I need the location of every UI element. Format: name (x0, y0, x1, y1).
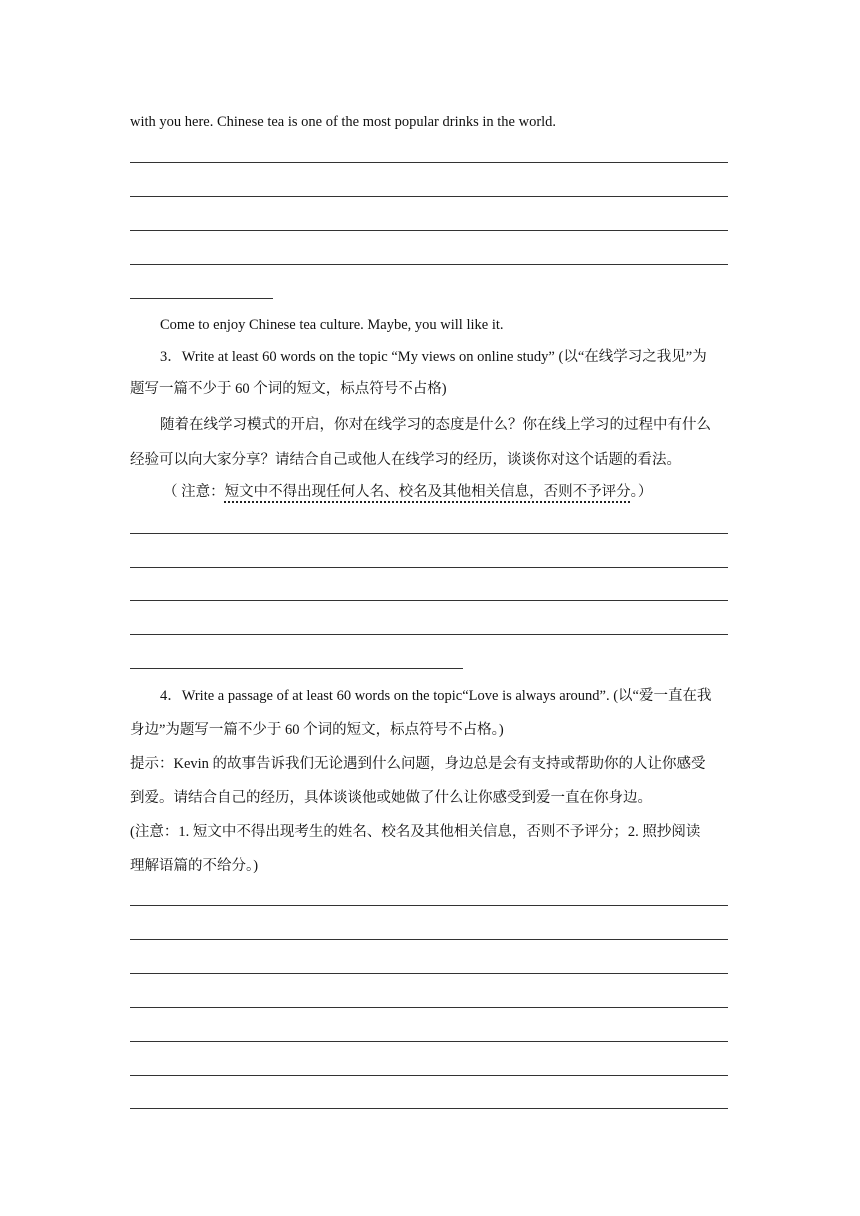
note-emphasis: 短文中不得出现任何人名、校名及其他相关信息，否则不予评分 (224, 484, 631, 500)
answer-line (130, 1041, 728, 1042)
answer-line (130, 196, 728, 197)
prompt-3-note (163, 483, 652, 501)
prompt-3-line-2: 题写一篇不少于 60 个词的短文，标点符号不占格) (130, 381, 447, 397)
answer-line (130, 600, 728, 601)
answer-line (130, 939, 728, 940)
prompt-3-desc-2: 经验可以向大家分享？请结合自己或他人在线学习的经历，谈谈你对这个话题的看法。 (130, 452, 681, 468)
prompt-4-line-2: 身边”为题写一篇不少于 60 个词的短文，标点符号不占格。) (130, 722, 504, 738)
answer-line (130, 264, 728, 265)
answer-line (130, 230, 728, 231)
answer-line (130, 533, 728, 534)
answer-line-short (130, 668, 463, 669)
answer-line (130, 973, 728, 974)
answer-line-short (130, 298, 273, 299)
answer-line (130, 162, 728, 163)
answer-line (130, 1075, 728, 1076)
note-open: （ 注意： (163, 484, 225, 500)
prompt-3-desc-1: 随着在线学习模式的开启，你对在线学习的态度是什么？你在线上学习的过程中有什么 (160, 417, 711, 433)
intro-text: with you here. Chinese tea is one of the most popular drinks in the world. (130, 114, 557, 130)
note-line-1: (注意：1. 短文中不得出现考生的姓名、校名及其他相关信息，否则不予评分；2. 照抄阅读 (130, 824, 701, 840)
note-close: 。） (630, 484, 653, 500)
answer-line (130, 1108, 728, 1109)
answer-line (130, 634, 728, 635)
hint-line-2: 到爱。请结合自己的经历，具体谈谈他或她做了什么让你感受到爱一直在你身边。 (130, 790, 652, 806)
prompt-4-line-1: 4．Write a passage of at least 60 words on the topic“Love is always around”. (以“爱一直在我 (160, 688, 712, 704)
answer-line (130, 905, 728, 906)
answer-line (130, 1007, 728, 1008)
answer-line (130, 567, 728, 568)
hint-line-1: 提示：Kevin 的故事告诉我们无论遇到什么问题，身边总是会有支持或帮助你的人让你感受 (130, 756, 706, 772)
note-line-2: 理解语篇的不给分。) (130, 858, 259, 874)
prompt-3-line-1: 3．Write at least 60 words on the topic “My views on online study” (以“在线学习之我见”为 (160, 349, 707, 365)
closing-text: Come to enjoy Chinese tea culture. Maybe, you will like it. (160, 317, 504, 333)
